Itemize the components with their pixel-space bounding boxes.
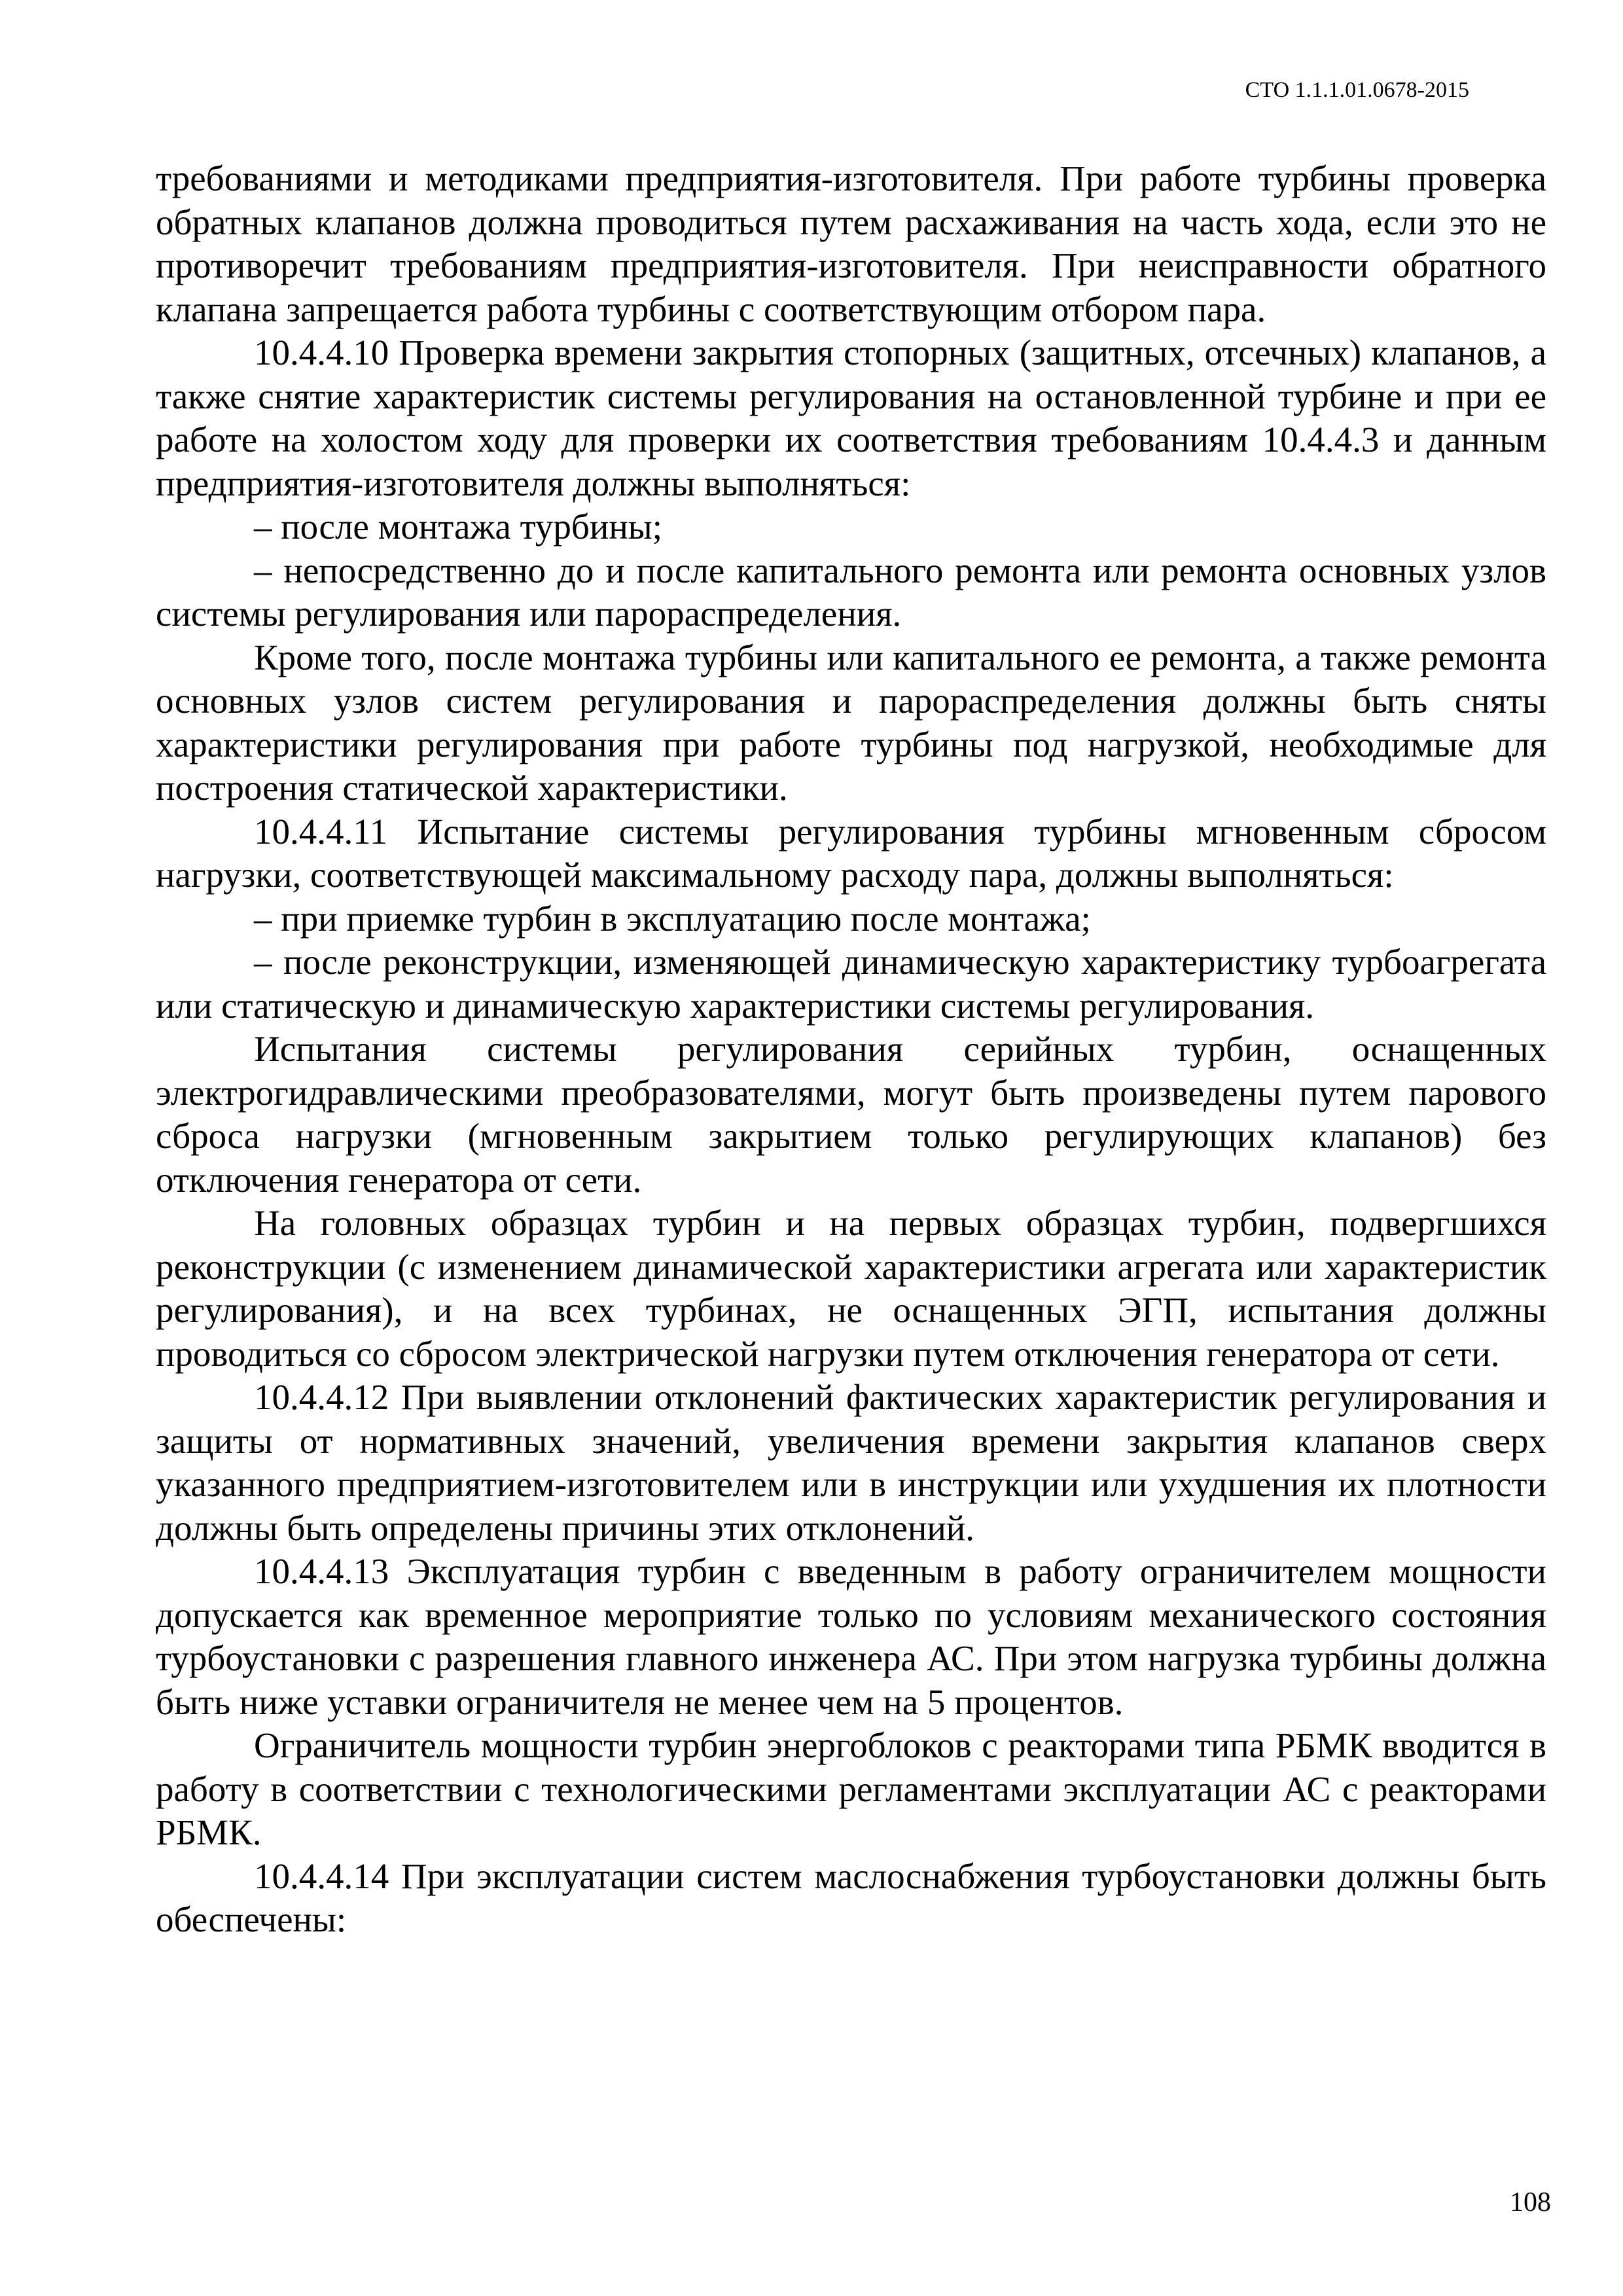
list-item: – после монтажа турбины; bbox=[254, 507, 662, 547]
paragraph-10-4-4-11: 10.4.4.11 Испытание системы регулирования турбины мгновенным сбросом нагрузки, соответствующей максимальному расходу пара, должны выполняться: bbox=[156, 811, 1546, 895]
list-item: – после реконструкции, изменяющей динамическую характеристику турбоагрегата или статическую и динамическую характеристики системы регулирования. bbox=[156, 942, 1546, 1026]
paragraph-10-4-4-10: 10.4.4.10 Проверка времени закрытия стопорных (защитных, отсечных) клапанов, а также снятие характеристик системы регулирования на остановленной турбине и при ее работе на холостом ходу для проверки их соответствия требованиям 10.4.4.3 и данным предприятия-изготовителя должны выполняться: bbox=[156, 332, 1546, 503]
paragraph-10-4-4-13: 10.4.4.13 Эксплуатация турбин с введенным в работу ограничителем мощности допускается как временное мероприятие только по условиям механического состояния турбоустановки с разрешения главного инженера АС. При этом нагрузка турбины должна быть ниже уставки ограничителя не менее чем на 5 процентов. bbox=[156, 1551, 1546, 1722]
paragraph: На головных образцах турбин и на первых образцах турбин, подвергшихся реконструкции (с изменением динамической характеристики агрегата или характеристик регулирования), и на всех турбинах, не оснащенных ЭГП, испытания должны проводиться со сбросом электрической нагрузки путем отключения генератора от сети. bbox=[156, 1203, 1546, 1374]
paragraph: Кроме того, после монтажа турбины или капитального ее ремонта, а также ремонта основных узлов систем регулирования и парораспределения должны быть сняты характеристики регулирования при работе турбины под нагрузкой, необходимые для построения статической характеристики. bbox=[156, 637, 1546, 808]
document-code: СТО 1.1.1.01.0678-2015 bbox=[1245, 78, 1469, 102]
list-item: – непосредственно до и после капитального ремонта или ремонта основных узлов системы регулирования или парораспределения. bbox=[156, 550, 1546, 634]
paragraph: Испытания системы регулирования серийных турбин, оснащенных электрогидравлическими преобразователями, могут быть произведены путем парового сброса нагрузки (мгновенным закрытием только регулирующих клапанов) без отключения генератора от сети. bbox=[156, 1029, 1546, 1200]
paragraph-10-4-4-14: 10.4.4.14 При эксплуатации систем маслоснабжения турбоустановки должны быть обеспечены: bbox=[156, 1856, 1546, 1939]
page-number: 108 bbox=[1510, 2187, 1551, 2217]
list-item: – при приемке турбин в эксплуатацию после монтажа; bbox=[254, 898, 1091, 939]
paragraph: Ограничитель мощности турбин энергоблоков с реакторами типа РБМК вводится в работу в соответствии с технологическими регламентами эксплуатации АС с реакторами РБМК. bbox=[156, 1725, 1546, 1852]
body-text bbox=[156, 157, 1546, 1942]
paragraph-continuation: требованиями и методиками предприятия-изготовителя. При работе турбины проверка обратных клапанов должна проводиться путем расхаживания на часть хода, если это не противоречит требованиям предприятия-изготовителя. При неисправности обратного клапана запрещается работа турбины с соответствующим отбором пара. bbox=[156, 158, 1546, 329]
paragraph-10-4-4-12: 10.4.4.12 При выявлении отклонений фактических характеристик регулирования и защиты от нормативных значений, увеличения времени закрытия клапанов сверх указанного предприятием-изготовителем или в инструкции или ухудшения их плотности должны быть определены причины этих отклонений. bbox=[156, 1377, 1546, 1548]
